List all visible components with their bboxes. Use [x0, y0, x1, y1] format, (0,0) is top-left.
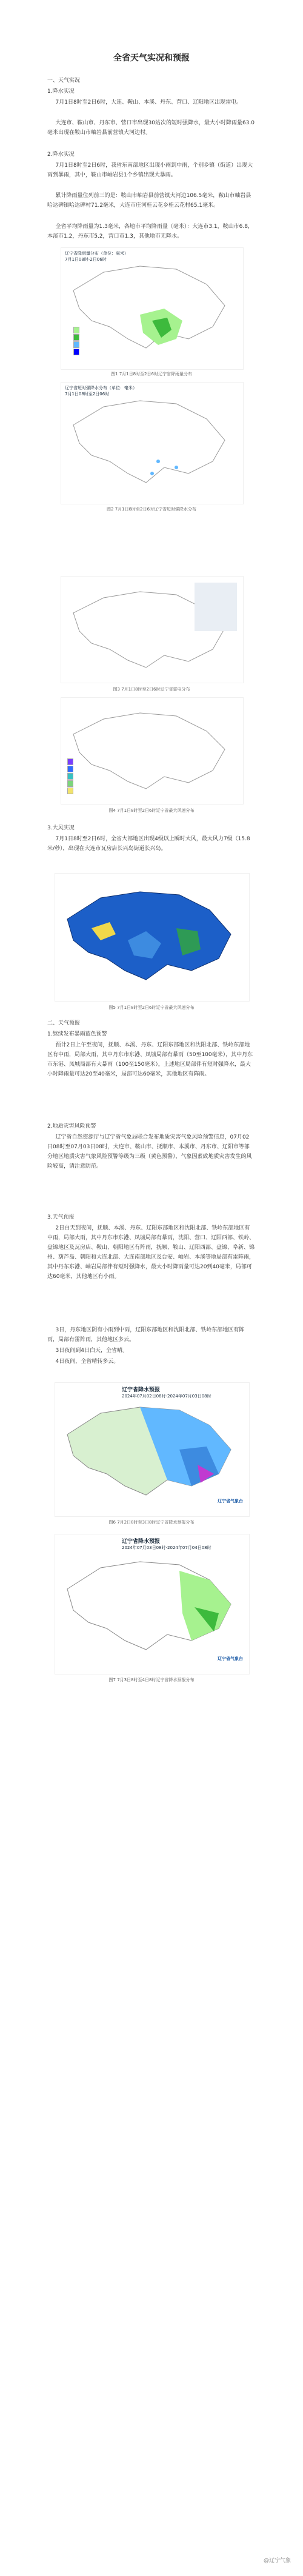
- wind-legend: [67, 758, 73, 795]
- paragraph-6: 7月1日8时至2日6时，全省大部地区出现4级以上瞬时大风，最大风力7级（15.8米/秒），出现在大连市瓦房店长兴岛街道长兴岛。: [47, 836, 250, 852]
- watermark: @辽宁气象: [263, 2558, 291, 2564]
- map-1-title: 辽宁省降雨量分布（单位：毫米） 7月1日08时-2日06时: [65, 251, 128, 262]
- doc-title: 全省天气实况和预报: [113, 53, 190, 63]
- lightning-map: [61, 576, 244, 683]
- liaoning-outline: [61, 248, 243, 369]
- map-4-caption: 图4 7月1日8时至2日6时辽宁省最大风速分布: [108, 808, 195, 813]
- map-6-title: 辽宁省降水预报 2024年07月02日08时-2024年07月03日08时: [122, 1387, 211, 1399]
- map-5-caption: 图5 7月1日8时至2日6时辽宁省最大风速分布: [108, 1005, 195, 1010]
- forecast-map-1: [55, 1382, 250, 1517]
- forecast-logo: 辽宁省气象台: [218, 1656, 243, 1661]
- map-3-caption: 图3 7月1日8时至2日6时辽宁省雷电分布: [113, 687, 190, 692]
- liaoning-outline: [61, 698, 243, 804]
- paragraph-7: 预计2日上午至夜间，抚顺、本溪、丹东、辽阳东部地区和沈阳北部、铁岭东部地区有中雨，局部大雨，其中丹东市东港、凤城局部有暴雨（50至100毫米），其中丹东市东港、凤城局部有大暴雨（100至150毫米），上述地区局部伴有短时强降水，最大小时降雨量可达20至40毫米，局部可达60毫米，其他地区有阵雨。: [47, 1042, 253, 1077]
- map-2-caption: 图2 7月1日8时至2日6时辽宁省短时强降水分布: [107, 507, 196, 512]
- rain-map-1: [61, 247, 244, 370]
- wind-speed-field: [55, 874, 249, 1001]
- paragraph-5: 全省平均降雨量为1.3毫米，各地市平均降雨量（毫米）：大连市3.1，鞍山市6.8，本溪市1.2，丹东市5.2，营口市1.3，其他地市无降水。: [47, 224, 253, 239]
- forecast-map-2: [55, 1534, 250, 1674]
- map-6-caption: 图6 7月2日8时至3日8时辽宁省降水预报分布: [108, 1520, 195, 1525]
- paragraph-2: 大连市、鞍山市、丹东市、营口市出现30站次的短时强降水，最大小时降雨量63.0毫米出现在鞍山市岫岩县前营镇大河边村。: [47, 120, 255, 136]
- heavy-rain-map: [61, 382, 244, 504]
- paragraph-10: 3日，丹东地区阴有小雨到中雨，辽阳东部地区和沈阳北部、铁岭东部地区有阵雨，局部有雷阵雨，其他地区多云。: [47, 1327, 245, 1343]
- section-1-heading: 一、天气实况: [47, 78, 81, 84]
- map-7-caption: 图7 7月3日8时至4日8时辽宁省降水预报分布: [108, 1678, 195, 1682]
- subsection-1-1: 1.降水实况: [47, 89, 75, 95]
- paragraph-9: 2日白天到夜间，抚顺、本溪、丹东、辽阳东部地区和沈阳北部、铁岭东部地区有中雨，局部大雨，其中丹东市东港、凤城局部有暴雨，沈阳、营口、辽阳西部、铁岭、盘锦地区及瓦房店、鞍山、朝阳地区有阵雨，抚顺、鞍山、辽阳西部、盘锦、阜新、锦州、葫芦岛、朝阳和大连北部、大连南部地区及台安、岫岩、本溪等地局部有雷阵雨，其中丹东东港、岫岩局部伴有短时强降水，最大小时降雨量可达20到40毫米，局部可达60毫米，其他地区有小雨。: [47, 1225, 255, 1280]
- paragraph-4: 累计降雨量位列前三的是：鞍山市岫岩县前营镇大河边106.5毫米，鞍山市岫岩县哈达碑镇哈达碑村71.2毫米，大连市庄河桂云花乡桂云花村65.1毫米。: [47, 193, 251, 209]
- forecast-logo: 辽宁省气象台: [218, 1499, 243, 1504]
- section-2-heading: 二、天气预报: [47, 1020, 81, 1026]
- subsection-2-2: 2.地质灾害风险预警: [47, 1123, 96, 1129]
- forecast-field: [55, 1383, 249, 1516]
- document-page: [24, 24, 279, 2552]
- wind-map-2: [55, 873, 250, 1002]
- map-2-title: 辽宁省短时强降水分布（单位：毫米） 7月1日08时至2日06时: [65, 386, 137, 396]
- forecast-field: [55, 1534, 249, 1674]
- subsection-2-3: 3.天气预报: [47, 1214, 75, 1220]
- subsection-1-2: 2.降水实况: [47, 152, 75, 158]
- map-7-title: 辽宁省降水预报 2024年07月03日08时-2024年07月04日08时: [122, 1539, 211, 1550]
- paragraph-3: 7月1日8时至2日6时，我省东南部地区出现小雨到中雨，个别乡镇（街道）出现大雨到暴雨，其中，鞍山市岫岩县1个乡镇出现大暴雨。: [47, 162, 253, 178]
- subsection-2-1: 1.继续发布暴雨蓝色预警: [47, 1031, 107, 1037]
- station-list: [195, 583, 237, 631]
- paragraph-11: 3日夜间到4日白天，全省晴。: [55, 1348, 128, 1354]
- liaoning-outline: [61, 383, 243, 504]
- paragraph-12: 4日夜间，全省晴转多云。: [55, 1359, 119, 1365]
- rain-legend: [73, 327, 79, 356]
- wind-map-1: [61, 697, 244, 805]
- subsection-1-3: 3.大风实况: [47, 825, 75, 831]
- paragraph-1: 7月1日8时至2日6时，大连、鞍山、本溪、丹东、营口、辽阳地区出现雷电。: [55, 99, 242, 105]
- paragraph-8: 辽宁省自然资源厅与辽宁省气象局联合发布地质灾害气象风险预警信息，07月02日08时至07月03日08时，大连市、鞍山市、抚顺市、本溪市、丹东市、辽阳市等部分地区地质灾害气象风险预警等级为三级（黄色预警），气象因素致地质灾害发生的风险较高，请注意防范。: [47, 1134, 252, 1169]
- map-1-caption: 图1 7月1日8时至2日6时辽宁省降雨量分布: [111, 372, 192, 376]
